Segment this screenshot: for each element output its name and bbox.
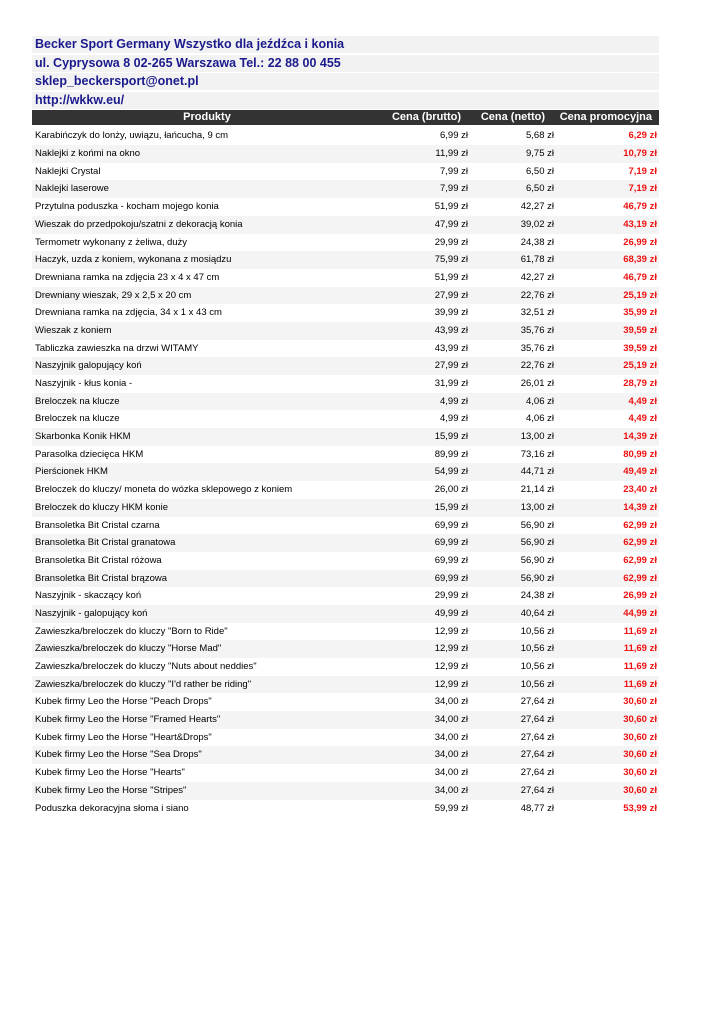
gross-price: 4,99 zł	[440, 395, 468, 407]
table-row	[32, 640, 659, 658]
promo-price: 39,59 zł	[623, 342, 657, 354]
table-row	[32, 587, 659, 605]
gross-price: 34,00 zł	[434, 731, 468, 743]
net-price: 10,56 zł	[520, 661, 554, 672]
net-price: 24,38 zł	[520, 590, 554, 602]
promo-price: 62,99 zł	[623, 519, 657, 531]
promo-price: 4,49 zł	[628, 395, 657, 407]
table-row	[32, 163, 659, 181]
net-price: 39,02 zł	[520, 218, 554, 230]
gross-price: 29,99 zł	[434, 236, 468, 248]
promo-price: 25,19 zł	[623, 289, 657, 301]
table-row	[32, 216, 659, 234]
product-name: Zawieszka/breloczek do kluczy "Horse Mad"	[35, 643, 222, 655]
product-name: Drewniana ramka na zdjęcia, 34 x 1 x 43 cm	[35, 307, 222, 319]
product-name: Wieszak z koniem	[35, 324, 112, 336]
table-row	[32, 375, 659, 393]
product-name: Drewniany wieszak, 29 x 2,5 x 20 cm	[35, 289, 192, 301]
table-row	[32, 605, 659, 623]
promo-price: 11,69 zł	[623, 661, 657, 672]
table-row	[32, 198, 659, 216]
promo-price: 44,99 zł	[623, 607, 657, 619]
net-price: 73,16 zł	[520, 448, 554, 460]
net-price: 35,76 zł	[520, 342, 554, 354]
net-price: 6,50 zł	[526, 165, 554, 177]
gross-price: 34,00 zł	[434, 749, 468, 761]
company-address: ul. Cyprysowa 8 02-265 Warszawa Tel.: 22 88 00 455	[32, 55, 659, 72]
net-price: 40,64 zł	[520, 607, 554, 619]
product-name: Haczyk, uzda z koniem, wykonana z mosiądzu	[35, 254, 232, 266]
product-name: Poduszka dekoracyjna słoma i siano	[35, 802, 189, 814]
table-row	[32, 145, 659, 163]
gross-price: 31,99 zł	[434, 378, 468, 389]
gross-price: 34,00 zł	[434, 784, 468, 796]
product-name: Drewniana ramka na zdjęcia 23 x 4 x 47 cm	[35, 271, 220, 283]
gross-price: 29,99 zł	[434, 590, 468, 602]
table-row	[32, 552, 659, 570]
promo-price: 46,79 zł	[623, 201, 657, 213]
net-price: 13,00 zł	[520, 431, 554, 443]
net-price: 61,78 zł	[520, 254, 554, 266]
product-name: Bransoletka Bit Cristal różowa	[35, 554, 162, 566]
table-header	[32, 110, 659, 125]
net-price: 22,76 zł	[520, 289, 554, 301]
table-row	[32, 764, 659, 782]
gross-price: 69,99 zł	[434, 537, 468, 549]
product-name: Naszyjnik - skaczący koń	[35, 590, 142, 602]
table-row	[32, 693, 659, 711]
product-name: Breloczek na klucze	[35, 413, 120, 425]
table-row	[32, 251, 659, 269]
promo-price: 62,99 zł	[623, 537, 657, 549]
table-row	[32, 446, 659, 464]
promo-price: 46,79 zł	[623, 271, 657, 283]
gross-price: 27,99 zł	[434, 289, 468, 301]
promo-price: 14,39 zł	[623, 431, 657, 443]
table-row	[32, 570, 659, 588]
gross-price: 7,99 zł	[440, 183, 468, 195]
product-name: Bransoletka Bit Cristal czarna	[35, 519, 160, 531]
table-row	[32, 428, 659, 446]
gross-price: 47,99 zł	[434, 218, 468, 230]
gross-price: 34,00 zł	[434, 767, 468, 779]
table-row	[32, 676, 659, 694]
product-name: Kubek firmy Leo the Horse "Hearts"	[35, 767, 185, 779]
promo-price: 26,99 zł	[623, 590, 657, 602]
product-name: Kubek firmy Leo the Horse "Sea Drops"	[35, 749, 202, 761]
net-price: 4,06 zł	[526, 413, 554, 425]
promo-price: 10,79 zł	[623, 148, 657, 160]
table-row	[32, 410, 659, 428]
net-price: 9,75 zł	[526, 148, 554, 160]
table-row	[32, 357, 659, 375]
net-price: 6,50 zł	[526, 183, 554, 195]
gross-price: 75,99 zł	[434, 254, 468, 266]
gross-price: 43,99 zł	[434, 324, 468, 336]
net-price: 27,64 zł	[520, 784, 554, 796]
net-price: 32,51 zł	[520, 307, 554, 319]
net-price: 10,56 zł	[520, 625, 554, 637]
promo-price: 80,99 zł	[623, 448, 657, 460]
product-name: Kubek firmy Leo the Horse "Framed Hearts"	[35, 714, 221, 726]
gross-price: 34,00 zł	[434, 714, 468, 726]
promo-price: 30,60 zł	[623, 767, 657, 779]
promo-price: 62,99 zł	[623, 554, 657, 566]
table-row	[32, 180, 659, 198]
table-row	[32, 711, 659, 729]
price-list-document	[32, 36, 659, 817]
promo-price: 30,60 zł	[623, 696, 657, 708]
promo-price: 30,60 zł	[623, 714, 657, 726]
product-name: Pierścionek HKM	[35, 466, 108, 478]
net-price: 26,01 zł	[520, 378, 554, 389]
gross-price: 59,99 zł	[434, 802, 468, 814]
promo-price: 4,49 zł	[628, 413, 657, 425]
table-row	[32, 729, 659, 747]
column-header-gross-price: Cena (brutto)	[391, 111, 461, 124]
net-price: 10,56 zł	[520, 643, 554, 655]
product-name: Wieszak do przedpokoju/szatni z dekoracją konia	[35, 218, 243, 230]
promo-price: 14,39 zł	[623, 501, 657, 513]
gross-price: 15,99 zł	[434, 501, 468, 513]
promo-price: 26,99 zł	[623, 236, 657, 248]
product-name: Kubek firmy Leo the Horse "Peach Drops"	[35, 696, 212, 708]
product-name: Przytulna poduszka - kocham mojego konia	[35, 201, 219, 213]
table-row	[32, 322, 659, 340]
gross-price: 15,99 zł	[434, 431, 468, 443]
promo-price: 11,69 zł	[623, 643, 657, 655]
column-header-promo-price: Cena promocyjna	[559, 111, 652, 124]
product-name: Bransoletka Bit Cristal granatowa	[35, 537, 176, 549]
gross-price: 7,99 zł	[440, 165, 468, 177]
net-price: 4,06 zł	[526, 395, 554, 407]
product-name: Naklejki laserowe	[35, 183, 109, 195]
table-row	[32, 746, 659, 764]
column-header-net-price: Cena (netto)	[480, 111, 545, 124]
product-name: Parasolka dziecięca HKM	[35, 448, 144, 460]
gross-price: 27,99 zł	[434, 360, 468, 372]
product-name: Kubek firmy Leo the Horse "Stripes"	[35, 784, 187, 796]
product-name: Tabliczka zawieszka na drzwi WITAMY	[35, 342, 199, 354]
net-price: 13,00 zł	[520, 501, 554, 513]
company-website: http://wkkw.eu/	[32, 92, 659, 109]
promo-price: 25,19 zł	[623, 360, 657, 372]
company-email: sklep_beckersport@onet.pl	[32, 73, 659, 90]
gross-price: 89,99 zł	[434, 448, 468, 460]
promo-price: 68,39 zł	[623, 254, 657, 266]
gross-price: 43,99 zł	[434, 342, 468, 354]
promo-price: 53,99 zł	[623, 802, 657, 814]
gross-price: 6,99 zł	[440, 130, 468, 142]
gross-price: 11,99 zł	[435, 148, 468, 160]
product-name: Termometr wykonany z żeliwa, duży	[35, 236, 188, 248]
net-price: 56,90 zł	[520, 537, 554, 549]
promo-price: 23,40 zł	[623, 484, 657, 496]
table-row	[32, 304, 659, 322]
gross-price: 12,99 zł	[434, 643, 468, 655]
gross-price: 39,99 zł	[434, 307, 468, 319]
table-row	[32, 393, 659, 411]
net-price: 27,64 zł	[520, 731, 554, 743]
product-name: Breloczek na klucze	[35, 395, 120, 407]
table-row	[32, 800, 659, 818]
product-name: Kubek firmy Leo the Horse "Heart&Drops"	[35, 731, 212, 743]
net-price: 24,38 zł	[520, 236, 554, 248]
promo-price: 30,60 zł	[623, 749, 657, 761]
promo-price: 11,69 zł	[623, 625, 657, 637]
gross-price: 34,00 zł	[434, 696, 468, 708]
net-price: 56,90 zł	[520, 519, 554, 531]
product-name: Breloczek do kluczy/ moneta do wózka sklepowego z koniem	[35, 484, 293, 496]
table-row	[32, 517, 659, 535]
net-price: 44,71 zł	[520, 466, 554, 478]
table-row	[32, 127, 659, 145]
net-price: 48,77 zł	[520, 802, 554, 814]
gross-price: 12,99 zł	[434, 661, 468, 672]
table-row	[32, 481, 659, 499]
promo-price: 49,49 zł	[623, 466, 657, 478]
table-row	[32, 269, 659, 287]
table-row	[32, 463, 659, 481]
company-name: Becker Sport Germany Wszystko dla jeźdźca i konia	[32, 36, 659, 53]
promo-price: 62,99 zł	[623, 572, 657, 584]
gross-price: 51,99 zł	[434, 201, 468, 213]
product-name: Bransoletka Bit Cristal brązowa	[35, 572, 167, 584]
promo-price: 28,79 zł	[623, 378, 657, 389]
table-row	[32, 287, 659, 305]
product-name: Karabińczyk do lonży, uwiązu, łańcucha, 9 cm	[35, 130, 229, 142]
table-row	[32, 782, 659, 800]
product-table-body	[32, 127, 659, 817]
net-price: 56,90 zł	[520, 572, 554, 584]
gross-price: 54,99 zł	[434, 466, 468, 478]
product-name: Zawieszka/breloczek do kluczy "Born to Ride"	[35, 625, 228, 637]
gross-price: 12,99 zł	[434, 678, 468, 690]
net-price: 27,64 zł	[520, 696, 554, 708]
gross-price: 69,99 zł	[434, 572, 468, 584]
table-row	[32, 234, 659, 252]
net-price: 27,64 zł	[520, 749, 554, 761]
product-name: Naszyjnik - kłus konia -	[35, 378, 133, 389]
product-name: Naszyjnik - galopujący koń	[35, 607, 148, 619]
net-price: 27,64 zł	[520, 767, 554, 779]
table-row	[32, 340, 659, 358]
product-name: Zawieszka/breloczek do kluczy "Nuts about neddies"	[35, 661, 257, 672]
gross-price: 69,99 zł	[434, 554, 468, 566]
gross-price: 4,99 zł	[440, 413, 468, 425]
product-name: Skarbonka Konik HKM	[35, 431, 131, 443]
gross-price: 12,99 zł	[434, 625, 468, 637]
table-row	[32, 658, 659, 676]
promo-price: 39,59 zł	[623, 324, 657, 336]
net-price: 56,90 zł	[520, 554, 554, 566]
product-name: Naszyjnik galopujący koń	[35, 360, 142, 372]
gross-price: 69,99 zł	[434, 519, 468, 531]
product-name: Breloczek do kluczy HKM konie	[35, 501, 169, 513]
gross-price: 26,00 zł	[434, 484, 468, 496]
product-name: Naklejki Crystal	[35, 165, 101, 177]
promo-price: 43,19 zł	[623, 218, 657, 230]
net-price: 27,64 zł	[520, 714, 554, 726]
net-price: 35,76 zł	[520, 324, 554, 336]
promo-price: 11,69 zł	[623, 678, 657, 690]
promo-price: 7,19 zł	[628, 183, 657, 195]
table-row	[32, 623, 659, 641]
product-name: Naklejki z końmi na okno	[35, 148, 141, 160]
net-price: 5,68 zł	[526, 130, 554, 142]
net-price: 22,76 zł	[520, 360, 554, 372]
column-header-products: Produkty	[183, 111, 231, 124]
table-row	[32, 534, 659, 552]
net-price: 42,27 zł	[520, 201, 554, 213]
promo-price: 30,60 zł	[623, 784, 657, 796]
product-name: Zawieszka/breloczek do kluczy "I'd rather be riding"	[35, 678, 252, 690]
net-price: 10,56 zł	[520, 678, 554, 690]
table-row	[32, 499, 659, 517]
gross-price: 49,99 zł	[434, 607, 468, 619]
promo-price: 6,29 zł	[628, 130, 657, 142]
promo-price: 7,19 zł	[628, 165, 657, 177]
net-price: 21,14 zł	[520, 484, 554, 496]
net-price: 42,27 zł	[520, 271, 554, 283]
gross-price: 51,99 zł	[434, 271, 468, 283]
promo-price: 35,99 zł	[623, 307, 657, 319]
promo-price: 30,60 zł	[623, 731, 657, 743]
